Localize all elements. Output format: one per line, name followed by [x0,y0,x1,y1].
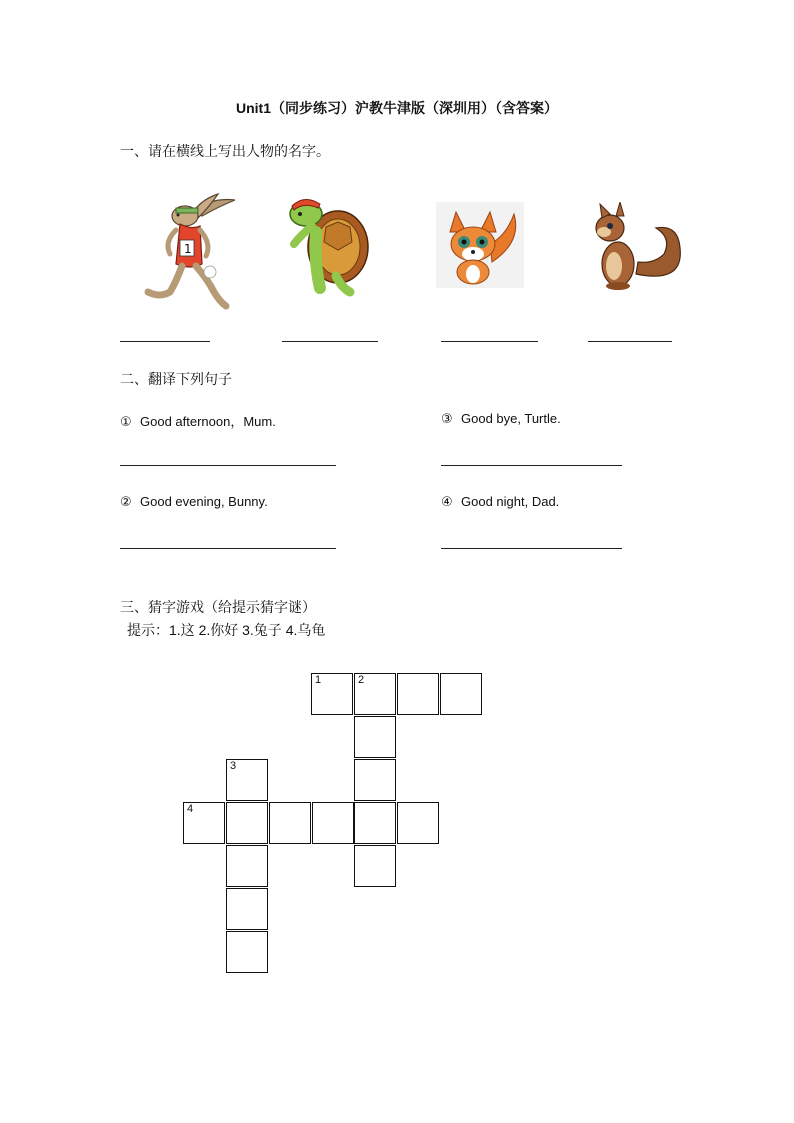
crossword-cell[interactable] [269,802,311,844]
crossword-cell[interactable] [226,888,268,930]
sentence-number: ② [120,494,132,509]
crossword-cell[interactable] [354,673,396,715]
sentence-text: Good night, Dad. [461,494,560,509]
crossword-cell[interactable] [226,759,268,801]
section2-heading: 二、翻译下列句子 [120,371,232,387]
crossword-cell[interactable] [354,759,396,801]
crossword-cell[interactable] [312,802,354,844]
runner-number: 1 [184,242,192,256]
crossword-cell[interactable] [226,845,268,887]
sentence-text: Good afternoon，Mum. [140,414,276,429]
sentence-text: Good evening, Bunny. [140,494,268,509]
crossword-cell[interactable] [354,716,396,758]
page-title: Unit1（同步练习）沪教牛津版（深圳用）（含答案） [236,100,558,116]
clue-number: 3 [230,760,237,772]
crossword-cell[interactable] [226,802,268,844]
clue-number: 1 [315,674,322,686]
crossword-cell[interactable] [311,673,353,715]
sentence-number: ④ [441,494,453,509]
hint-text: 提示：1.这 2.你好 3.兔子 4.乌龟 [127,622,326,638]
crossword-cell[interactable] [354,845,396,887]
section1-heading: 一、请在横线上写出人物的名字。 [120,143,330,159]
clue-number: 2 [358,674,365,686]
clue-number: 4 [187,803,194,815]
crossword-cell[interactable] [397,802,439,844]
sentence-text: Good bye, Turtle. [461,411,561,426]
sentence-number: ① [120,414,132,429]
crossword-cell[interactable] [226,931,268,973]
crossword-cell[interactable] [183,802,225,844]
sentence-number: ③ [441,411,453,426]
crossword-cell[interactable] [440,673,482,715]
crossword-cell[interactable] [354,802,396,844]
section3-heading: 三、猜字游戏（给提示猜字谜） [120,599,316,615]
crossword-cell[interactable] [397,673,439,715]
